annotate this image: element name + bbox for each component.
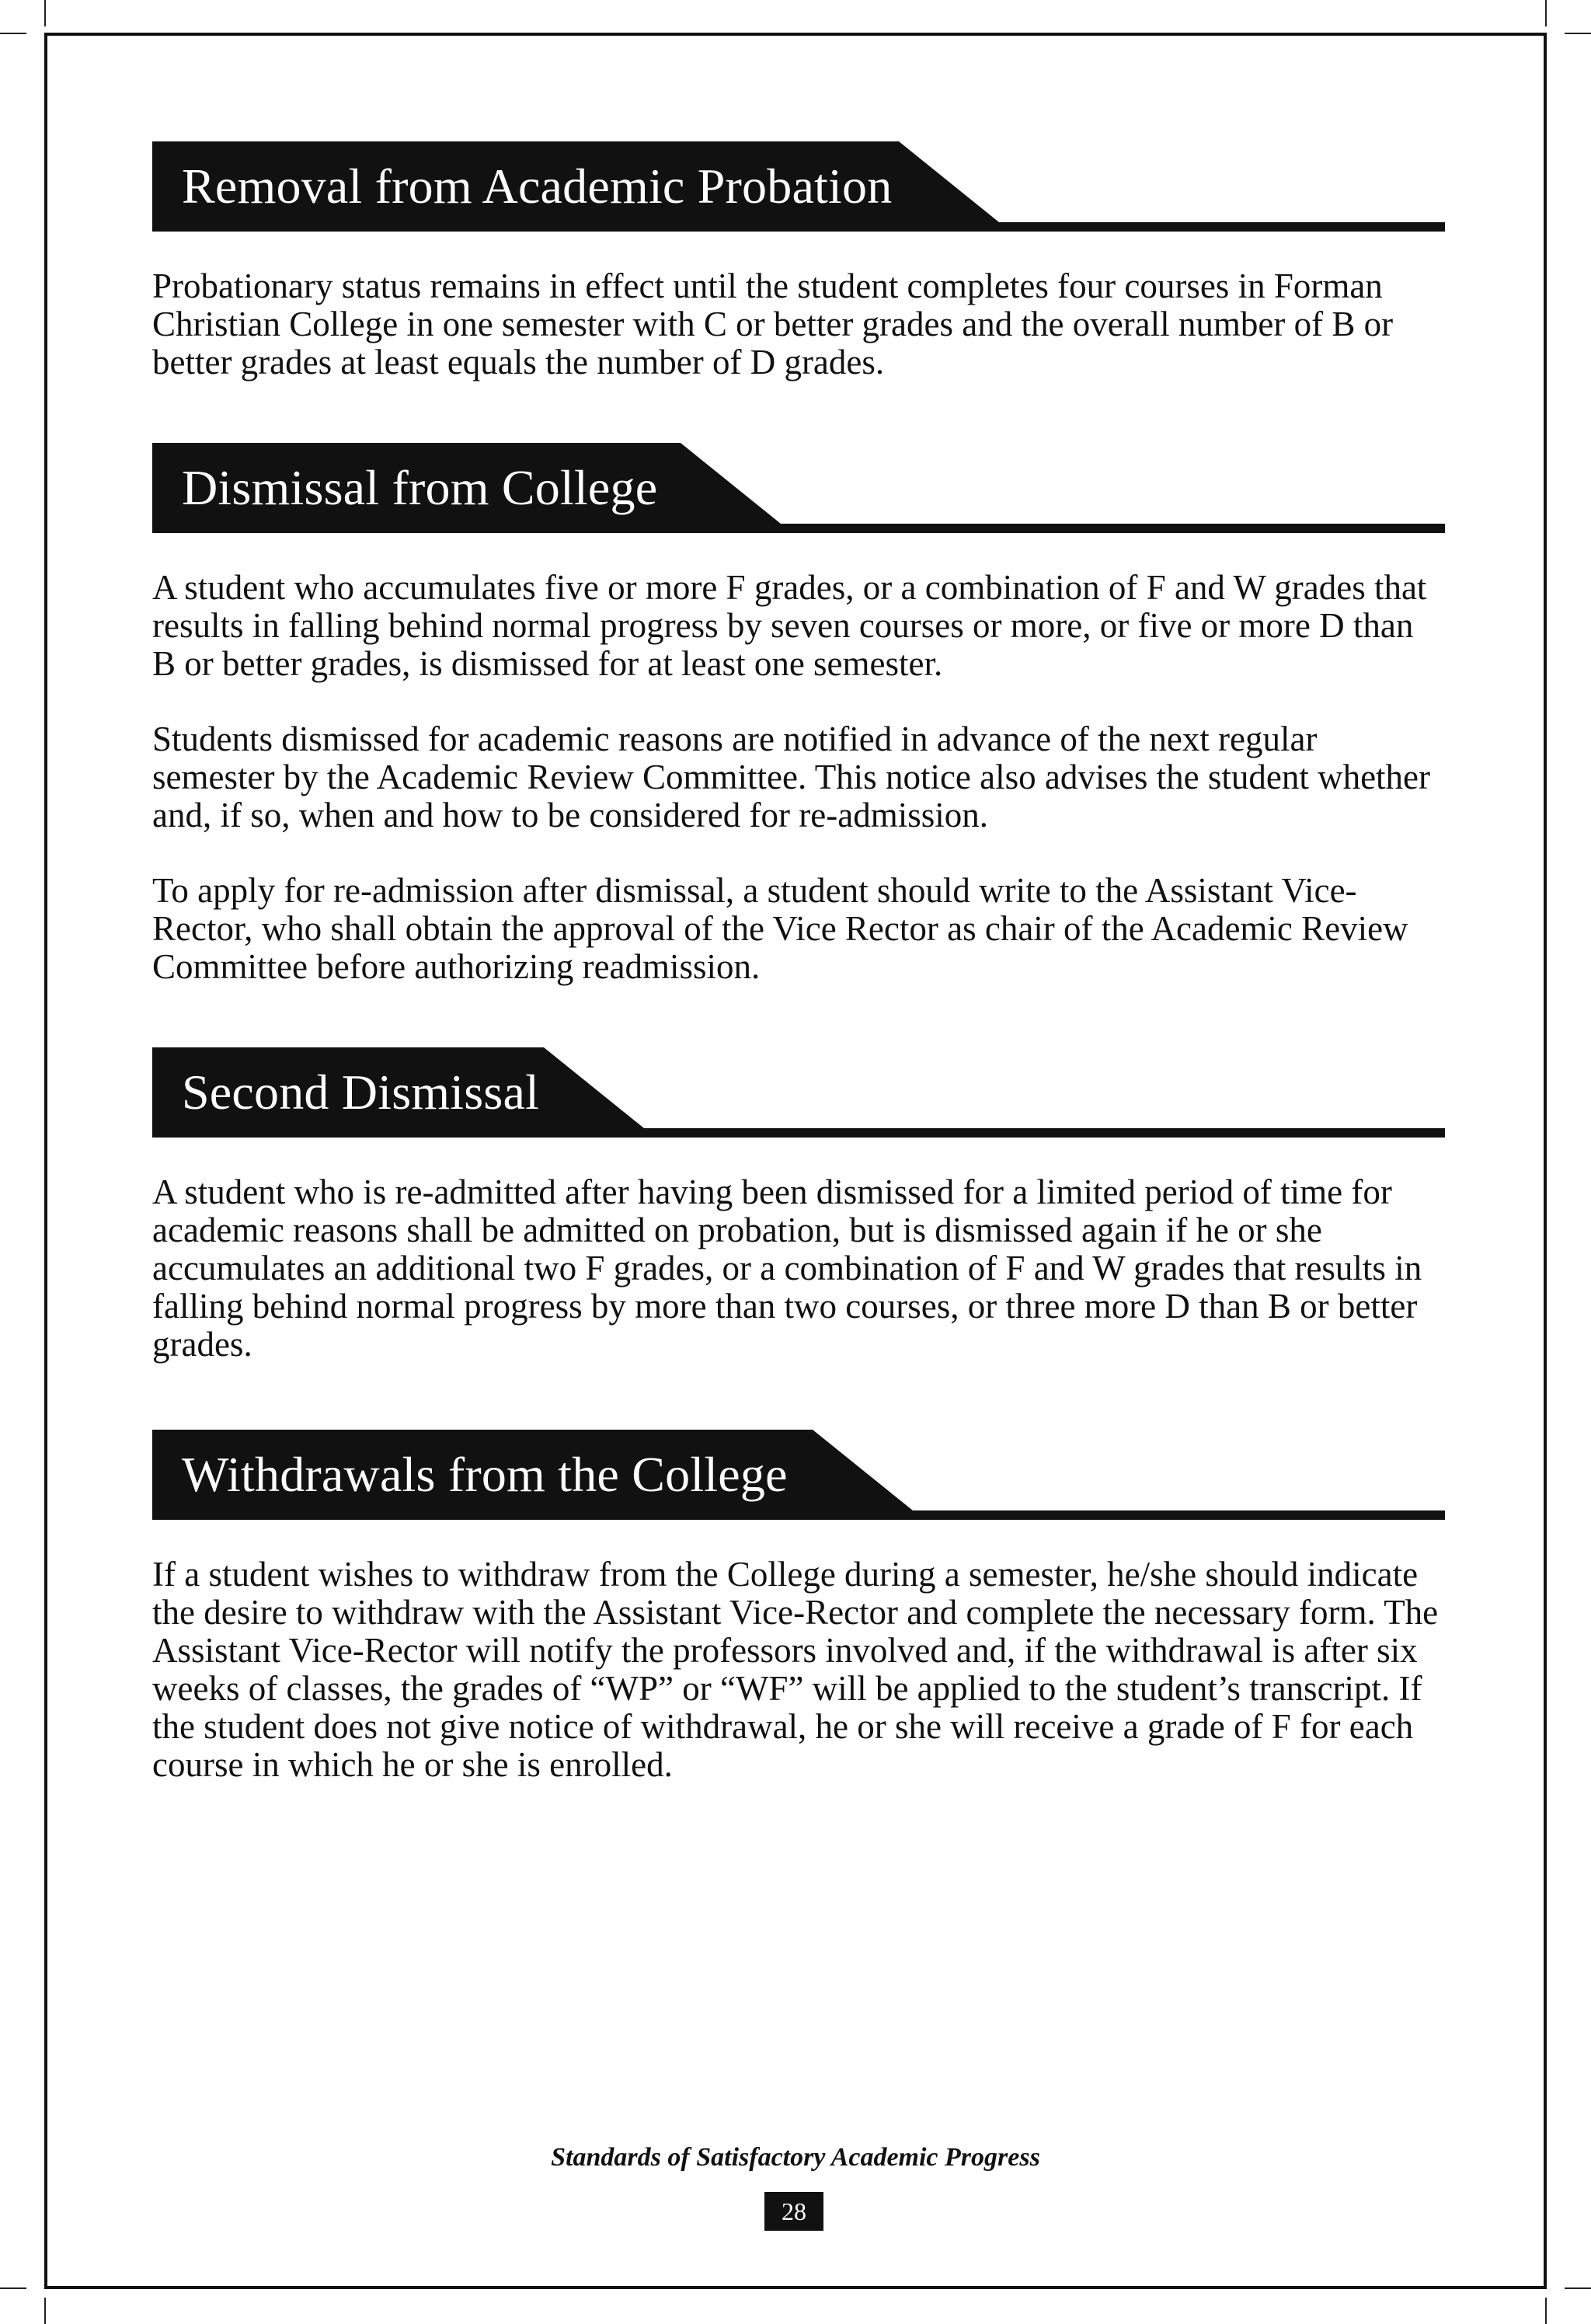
section-title: Second Dismissal [182,1064,540,1120]
crop-mark [44,2298,46,2324]
section-heading [152,1047,1445,1141]
section-withdrawals [152,1430,1445,1784]
section-heading [152,443,1445,536]
crop-mark [0,33,26,34]
section-heading [152,1430,1445,1523]
section-dismissal-from-college [152,443,1445,986]
crop-mark [0,2287,26,2289]
section-title: Removal from Academic Probation [182,159,893,214]
crop-mark [1545,2298,1547,2324]
section-title: Withdrawals from the College [182,1447,788,1502]
crop-mark [1565,2287,1591,2289]
section-removal-from-probation [152,141,1445,382]
paragraph: If a student wishes to withdraw from the College during a semester, he/she should indicate the desire to withdraw with the Assistant Vice-Rector and complete the necessary form. The Assistant Vice-Rector will notify the professors involved and, if the withdrawal is after six weeks of classes, the grades of “WP” or “WF” will be applied to the student’s transcript. If the student does not give notice of withdrawal, he or she will receive a grade of F for each course in which he or she is enrolled. [152,1555,1439,1784]
paragraph: Probationary status remains in effect until the student completes four courses in Forman Christian College in one semester with C or better grades and the overall number of B or better grades at least equals the number of D grades. [152,267,1394,382]
paragraph: Students dismissed for academic reasons are notified in advance of the next regular semester by the Academic Review Committee. This notice also advises the student whether and, if so, when and how to be considered for re-admission. [152,719,1431,834]
section-title: Dismissal from College [182,460,658,515]
paragraph: A student who is re-admitted after having been dismissed for a limited period of time for academic reasons shall be admitted on probation, but is dismissed again if he or she accumulates an additional two F grades, or a combination of F and W grades that results in falling behind normal progress by more than two courses, or three more D than B or better grades. [152,1172,1422,1364]
footer-title: Standards of Satisfactory Academic Progress [551,2143,1040,2172]
section-heading [152,141,1445,235]
section-second-dismissal [152,1047,1445,1364]
paragraph: To apply for re-admission after dismissal, a student should write to the Assistant Vice-Rector, who shall obtain the approval of the Vice Rector as chair of the Academic Review Committee before authorizing readmission. [152,871,1408,986]
crop-mark [44,0,46,26]
crop-mark [1565,33,1591,34]
page-number: 28 [764,2192,823,2231]
crop-mark [1545,0,1547,26]
paragraph: A student who accumulates five or more F grades, or a combination of F and W grades that results in falling behind normal progress by seven courses or more, or five or more D than B or better grades, is dismissed for at least one semester. [152,568,1427,683]
